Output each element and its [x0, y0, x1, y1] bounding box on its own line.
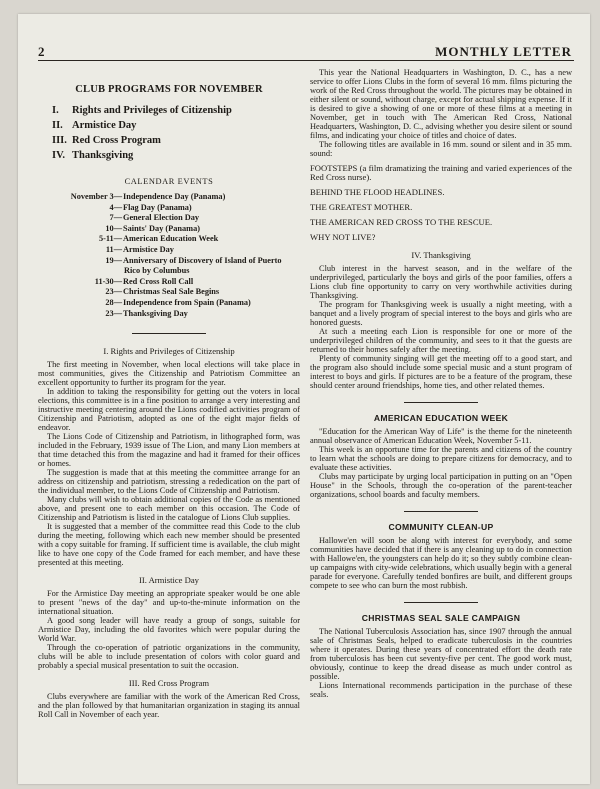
- paragraph: Clubs everywhere are familiar with the work of the American Red Cross, and the plan followed by that humanitarian organization in staging its annual Roll Call in November of each year.: [38, 692, 300, 720]
- calendar-event: November 3— Independence Day (Panama): [70, 192, 226, 201]
- calendar-event: 5-11— American Education Week: [98, 234, 219, 244]
- film-title: THE AMERICAN RED CROSS TO THE RESCUE.: [310, 217, 493, 227]
- paragraph: Hallowe'en will soon be along with interest for everybody, and some communities have decided that if there is any cleaning up to do in connection with Hallowe'en, the youngsters can help do it; so they subtly combine clean-up campaigns with city-wide celebrations, which usually begin with a general parade for everyone. Carefully tended bonfires are built, and different groups compete to see who can burn the most rubbish.: [310, 536, 572, 590]
- section-title: IV. Thanksgiving: [411, 250, 471, 260]
- section-title: II. Armistice Day: [139, 575, 199, 586]
- calendar-title: CALENDAR EVENTS: [124, 177, 214, 186]
- calendar-event: 4— Flag Day (Panama): [109, 202, 192, 212]
- left-column: [38, 68, 300, 768]
- paragraph: Lions International recommends participation in the purchase of these seals.: [310, 681, 572, 699]
- header-rule: [38, 60, 574, 61]
- program-item: III. Red Cross Program: [52, 135, 161, 146]
- paragraph: The suggestion is made that at this meeting the committee arrange for an address on citizenship and patriotism, stressing a rededication on the part of the individual member, to the Lions Code of Citizenship and Patriotism.: [38, 468, 300, 496]
- paragraph: "Education for the American Way of Life" is the theme for the nineteenth annual observance of American Education Week, November 5-11.: [310, 427, 572, 445]
- program-list: [38, 105, 300, 161]
- paragraph: At such a meeting each Lion is responsible for one or more of the underprivileged children of the community, and sees to it that the guests are returned to their homes safely after the meeting.: [310, 327, 572, 354]
- calendar-event: 23— Thanksgiving Day: [105, 308, 188, 318]
- paragraph: This year the National Headquarters in Washington, D. C., has a new service to offer Lions Clubs in the form of several 16 mm. films picturing the work of the Red Cross throughout the world. The pictures may be obtained in either silent or sound, without charge, except for actual shipping expense. If it is desired to give a showing of one or more of these films at a meeting in November, get in touch with The American Red Cross, National Headquarters, Washington, D. C., advising whether you desire silent or sound films, and indicating your choice of titles and choice of dates.: [310, 68, 572, 140]
- calendar-event: 7— General Election Day: [109, 213, 200, 223]
- section-title: CHRISTMAS SEAL SALE CAMPAIGN: [361, 613, 521, 623]
- calendar-list: [38, 192, 300, 319]
- film-title: THE GREATEST MOTHER.: [310, 202, 413, 212]
- program-item: I. Rights and Privileges of Citizenship: [52, 105, 232, 116]
- section-divider: [404, 511, 478, 512]
- calendar-event: 10— Saints' Day (Panama): [105, 223, 200, 233]
- right-column: [310, 68, 572, 768]
- film-title: BEHIND THE FLOOD HEADLINES.: [310, 187, 445, 197]
- paragraph: It is suggested that a member of the committee read this Code to the club during the meeting, following which each new member should be presented with a copy suitable for framing. If sufficient time is available, the club might like to have one copy of the Code framed for each member, and have these presented at this meeting.: [38, 522, 300, 568]
- paragraph: Through the co-operation of patriotic organizations in the community, clubs will be able to include presentation of colors with color guard and probably a special musical presentation to suit the occasion.: [38, 643, 300, 671]
- paragraph: Many clubs will wish to obtain additional copies of the Code as mentioned above, and present one to each member on this occasion. The Code of Citizenship and Patriotism is listed in the catalogue of Lions Club supplies.: [38, 495, 300, 523]
- paragraph: The first meeting in November, when local elections will take place in most communities, gives the Citizenship and Patriotism Committee an excellent opportunity to further its program for the year.: [38, 360, 300, 388]
- header-title: MONTHLY LETTER: [435, 44, 572, 59]
- calendar-event: 11-30— Red Cross Roll Call: [94, 276, 194, 286]
- page-header: [38, 38, 572, 60]
- calendar-event: 28— Independence from Spain (Panama): [105, 297, 251, 307]
- film-title: WHY NOT LIVE?: [310, 232, 376, 242]
- section-divider: [404, 602, 478, 603]
- paragraph: A good song leader will have ready a group of songs, suitable for Armistice Day, including the old favorites which were popular during the World War.: [38, 616, 300, 644]
- paragraph: This week is an opportune time for the parents and citizens of the country to learn what the schools are doing to prepare citizens for democracy, and to evaluate these activities.: [310, 445, 572, 472]
- paragraph: Club interest in the harvest season, and in the welfare of the underprivileged, particularly the boys and girls of the poor families, offers a Lions club fine opportunity to carry on very worthwhile activities during Thanksgiving.: [310, 264, 572, 300]
- section-title: III. Red Cross Program: [128, 678, 210, 689]
- paragraph: In addition to taking the responsibility for getting out the voters in local elections, this committee is in a fine position to arrange a very interesting and instructive meeting centering around the Lions codified activities program of Citizenship and Patriotism, adopted as one of the eight major fields of endeavor.: [38, 387, 300, 433]
- section-divider: [404, 402, 478, 403]
- paragraph: For the Armistice Day meeting an appropriate speaker would be one able to present "news of the day" and up-to-the-minute information on the international situation.: [38, 589, 300, 617]
- program-item: II. Armistice Day: [52, 120, 137, 131]
- paragraph: The Lions Code of Citizenship and Patriotism, in lithographed form, was included in the February, 1939 issue of The Lion, and many Lion members at that time detached this from the magazine and had it framed for their offices or homes.: [38, 432, 300, 469]
- section-divider: [132, 333, 206, 334]
- section-title: AMERICAN EDUCATION WEEK: [373, 413, 509, 423]
- paragraph: Clubs may participate by urging local participation in putting on an "Open House" in the Schools, through the co-operation of the parent-teacher organizations, school boards and faculty members.: [310, 472, 572, 499]
- club-programs-title: CLUB PROGRAMS FOR NOVEMBER: [75, 84, 263, 95]
- calendar-event: 19— Anniversary of Discovery of Island of Puerto: [105, 255, 282, 265]
- paragraph: Plenty of community singing will get the meeting off to a good start, and the program also should include some special music and a stunt program of interest to boys and girls. If pictures are to be a feature of the program, these should center around friendships, home ties, and other related themes.: [310, 354, 572, 390]
- letter-page: [18, 14, 590, 784]
- paragraph: The program for Thanksgiving week is usually a night meeting, with a banquet and a lively program of special interest to the boys and girls who are honored guests.: [310, 300, 572, 327]
- program-item: IV. Thanksgiving: [52, 150, 134, 161]
- calendar-event-continued: Rico by Columbus: [124, 266, 190, 276]
- paragraph: The following titles are available in 16 mm. sound or silent and in 35 mm. sound:: [310, 140, 572, 158]
- page-number: 2: [38, 44, 45, 59]
- calendar-event: 23— Christmas Seal Sale Begins: [105, 287, 220, 297]
- film-title: FOOTSTEPS (a film dramatizing the training and varied experiences of the Red Cross nurse).: [310, 163, 572, 182]
- section-title: I. Rights and Privileges of Citizenship: [103, 346, 235, 357]
- section-title: COMMUNITY CLEAN-UP: [388, 522, 494, 532]
- paragraph: The National Tuberculosis Association has, since 1907 through the annual sale of Christmas Seals, helped to eradicate tuberculosis in the countries where it operates. During these years of concentrated effort the death rate from tuberculosis has been cut seventy-five per cent. The good work must, obviously, continue to keep the dread disease as much under control as possible.: [310, 627, 572, 681]
- calendar-event: 11— Armistice Day: [105, 244, 174, 254]
